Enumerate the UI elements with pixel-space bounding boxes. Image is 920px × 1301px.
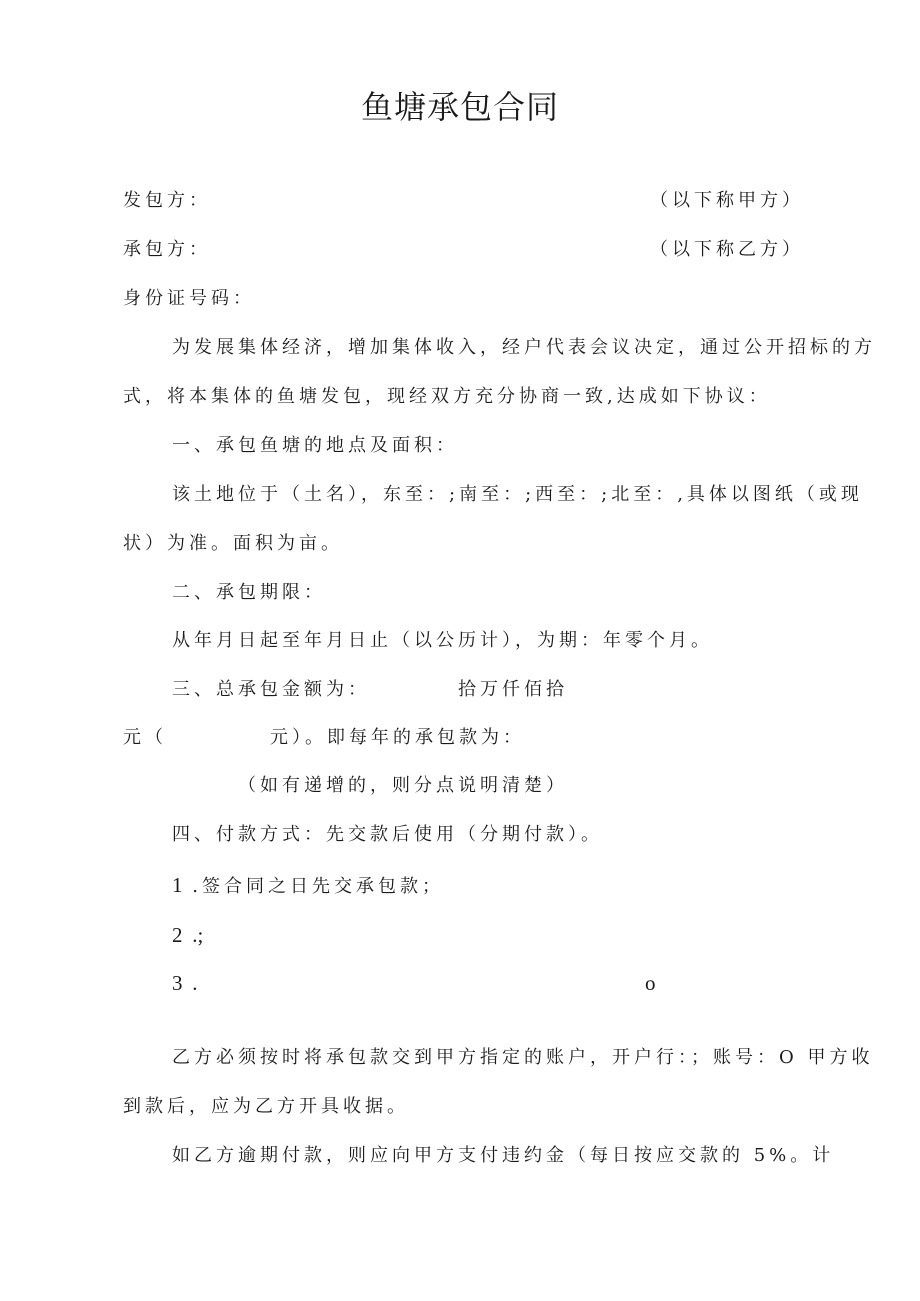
item2-number: 2	[172, 923, 183, 947]
document-title: 鱼塘承包合同	[360, 88, 559, 126]
item2-text: .;	[192, 923, 204, 947]
item1	[172, 872, 444, 900]
item2	[172, 922, 203, 950]
section3-heading: 三、总承包金额为：	[172, 679, 370, 700]
section2-heading: 二、承包期限：	[172, 582, 326, 603]
party-a-label: 发包方：	[123, 190, 211, 211]
late-fee-line1: 如乙方逾期付款，则应向甲方支付违约金（每日按应交款的 5%。计	[172, 1145, 835, 1166]
item1-text: .签合同之日先交承包款；	[192, 876, 444, 897]
section3-note: （如有递增的，则分点说明清楚）	[238, 775, 568, 796]
id-number-label: 身份证号码：	[123, 288, 255, 309]
item1-number: 1	[172, 873, 183, 897]
intro-paragraph-line1: 为发展集体经济，增加集体收入，经户代表会议决定，通过公开招标的方	[172, 337, 876, 358]
section1-line1: 该土地位于（土名），东至：;南至：;西至：;北至：,具体以图纸（或现	[172, 484, 863, 505]
party-a-note: （以下称甲方）	[650, 190, 804, 211]
item3	[172, 970, 197, 998]
payment-line1: 乙方必须按时将承包款交到甲方指定的账户，开户行：；账号：O 甲方收	[172, 1047, 874, 1068]
section2-line1: 从年月日起至年月日止（以公历计），为期：年零个月。	[172, 630, 713, 651]
party-b-note: （以下称乙方）	[650, 239, 804, 260]
section1-heading: 一、承包鱼塘的地点及面积：	[172, 435, 458, 456]
section3-yuan-open: 元（	[123, 727, 167, 748]
section1-line2: 状）为准。面积为亩。	[123, 533, 343, 554]
intro-paragraph-line2: 式，将本集体的鱼塘发包，现经双方充分协商一致,达成如下协议：	[123, 386, 771, 407]
section4-heading: 四、付款方式：先交款后使用（分期付款）。	[172, 824, 603, 845]
section3-yuan-close: 元）。即每年的承包款为：	[270, 727, 525, 748]
party-b-label: 承包方：	[123, 239, 211, 260]
item3-end-mark	[645, 970, 656, 998]
item3-number: 3	[172, 971, 183, 995]
item3-end-text: o	[645, 971, 656, 995]
item3-text: .	[192, 971, 198, 995]
section3-amount-units: 拾万仟佰拾	[458, 679, 568, 700]
payment-line2: 到款后，应为乙方开具收据。	[123, 1096, 409, 1117]
